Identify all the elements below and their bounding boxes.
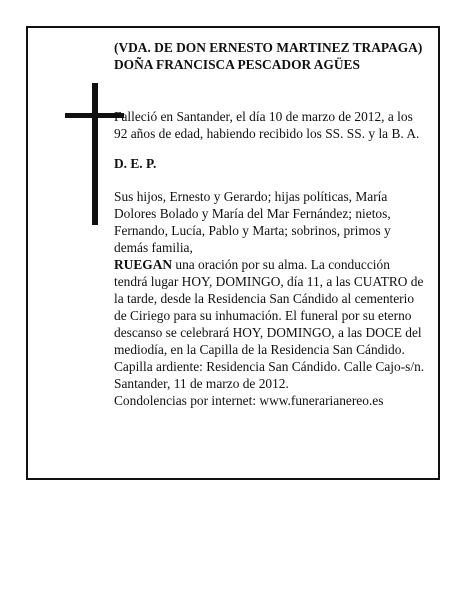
condolences-line: Condolencias por internet: www.funerarianereo.es xyxy=(114,393,384,408)
dep-line: D. E. P. xyxy=(114,156,157,171)
prayer-text: una oración por su alma. La conducción tendrá lugar HOY, DOMINGO, día 11, a las CUATRO de la tarde, desde la Residencia San Cándido al cementerio de Ciriego para su inhumación. El funeral por su eterno descanso se celebrará HOY, DOMINGO, a las DOCE del mediodía, en la Capilla de la Residencia San Cándido. Capilla ardiente: Residencia San Cándido. Calle Cajo-s/n. xyxy=(114,257,425,374)
cross-icon xyxy=(92,83,98,225)
notice-content xyxy=(114,39,426,409)
prayer-request xyxy=(114,256,426,375)
place-date: Santander, 11 de marzo de 2012. xyxy=(114,376,289,391)
ruegan-label: RUEGAN xyxy=(114,257,173,272)
death-announcement: Falleció en Santander, el día 10 de marzo de 2012, a los 92 años de edad, habiendo recibido los SS. SS. y la B. A. xyxy=(114,109,420,141)
deceased-name: DOÑA FRANCISCA PESCADOR AGÜES xyxy=(114,57,360,72)
widow-line: (VDA. DE DON ERNESTO MARTINEZ TRAPAGA) xyxy=(114,40,423,55)
family-list: Sus hijos, Ernesto y Gerardo; hijas políticas, María Dolores Bolado y María del Mar Fernández; nietos, Fernando, Lucía, Pablo y Marta; sobrinos, primos y demás familia, xyxy=(114,189,391,255)
